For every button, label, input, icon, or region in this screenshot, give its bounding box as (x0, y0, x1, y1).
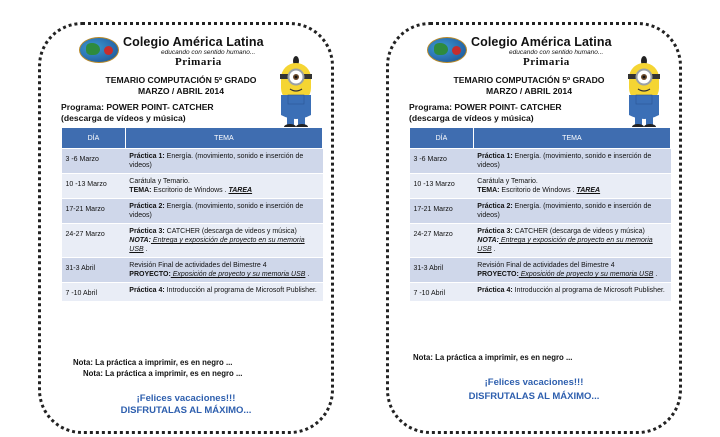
table-row (410, 283, 671, 302)
topic-text: Energía. (movimiento, sonido e inserción de videos) (477, 153, 652, 169)
table-row (410, 258, 671, 283)
globe-logo-icon (427, 37, 467, 63)
topic-text: Energía. (movimiento, sonido e inserción de videos) (477, 203, 652, 219)
column-header-day: DÍA (410, 128, 474, 149)
print-note-duplicate: Nota: La práctica a imprimir, es en negro ... (83, 369, 243, 378)
vacation-greeting: ¡Felices vacaciones!!! (136, 393, 236, 404)
topic-text: TEMA: (129, 187, 152, 194)
row-topic (473, 224, 670, 258)
table-row (62, 258, 323, 283)
program-name: Programa: POWER POINT- CATCHER (409, 102, 562, 112)
syllabus-period: MARZO / ABRIL 2014 (486, 86, 572, 96)
row-day: 31-3 Abril (62, 258, 126, 283)
row-day: 7 -10 Abril (62, 283, 126, 302)
column-header-topic: TEMA (473, 128, 670, 149)
topic-text: Práctica 1: (477, 153, 513, 160)
topic-text: CATCHER (descarga de videos y música) (164, 228, 297, 235)
row-day: 24-27 Marzo (62, 224, 126, 258)
syllabus-title: TEMARIO COMPUTACIÓN 5º GRADO (453, 75, 605, 85)
row-day: 17-21 Marzo (410, 199, 474, 224)
program-description: (descarga de vídeos y música) (409, 113, 534, 123)
topic-text: Energía. (movimiento, sonido e inserción de videos) (129, 153, 304, 169)
table-row (62, 224, 323, 258)
vacation-message: DISFRUTALAS AL MÁXIMO... (468, 391, 600, 402)
topic-text: NOTA: (477, 237, 499, 244)
print-note: Nota: La práctica a imprimir, es en negro ... (413, 353, 573, 362)
row-day: 31-3 Abril (410, 258, 474, 283)
topic-text: Práctica 3: (477, 228, 513, 235)
row-topic (125, 258, 322, 283)
topics-table (61, 127, 323, 302)
topic-text: PROYECTO: (477, 271, 519, 278)
topic-card-left (38, 22, 334, 434)
column-header-day: DÍA (62, 128, 126, 149)
school-name: Colegio América Latina (471, 35, 612, 49)
row-topic (473, 258, 670, 283)
program-name: Programa: POWER POINT- CATCHER (61, 102, 214, 112)
topic-text: Entrega y exposición de proyecto en su memoria USB (129, 237, 305, 253)
topic-text: Escritorio de Windows . (151, 187, 229, 194)
program-description: (descarga de vídeos y música) (61, 113, 186, 123)
table-row (410, 174, 671, 199)
topic-text: Entrega y exposición de proyecto en su memoria USB (477, 237, 653, 253)
row-topic (125, 283, 322, 302)
topic-text: Carátula y Temario. (477, 178, 538, 185)
topics-table-body (62, 149, 323, 302)
table-row (62, 199, 323, 224)
row-day: 3 -6 Marzo (62, 149, 126, 174)
table-row (62, 149, 323, 174)
school-section: Primaria (175, 56, 222, 68)
topic-text: PROYECTO: (129, 271, 171, 278)
topics-table-body (410, 149, 671, 302)
row-topic (473, 149, 670, 174)
topic-text: Práctica 2: (129, 203, 165, 210)
row-day: 17-21 Marzo (62, 199, 126, 224)
topic-text: . (653, 271, 658, 278)
print-note: Nota: La práctica a imprimir, es en negro ... (73, 358, 233, 367)
row-topic (125, 199, 322, 224)
table-row (62, 174, 323, 199)
table-row (410, 224, 671, 258)
topic-text: Revisión Final de actividades del Bimestre 4 (477, 262, 615, 269)
topic-text: Práctica 4: (129, 287, 165, 294)
vacation-message: DISFRUTALAS AL MÁXIMO... (120, 405, 252, 416)
topic-text: Práctica 4: (477, 287, 513, 294)
topics-table-header (62, 128, 323, 149)
row-day: 3 -6 Marzo (410, 149, 474, 174)
topic-text: Exposición de proyecto y su memoria USB (518, 271, 654, 278)
row-day: 24-27 Marzo (410, 224, 474, 258)
topic-text: Carátula y Temario. (129, 178, 190, 185)
row-topic (473, 174, 670, 199)
topic-text: . (305, 271, 310, 278)
topic-card-right (386, 22, 682, 434)
row-topic (125, 174, 322, 199)
topic-text: CATCHER (descarga de videos y música) (512, 228, 645, 235)
row-topic (473, 199, 670, 224)
table-row (410, 149, 671, 174)
topics-table (409, 127, 671, 302)
topic-text: TAREA (228, 187, 253, 194)
topic-text: Práctica 3: (129, 228, 165, 235)
school-motto: educando con sentido humano... (161, 49, 256, 56)
topic-text: Exposición de proyecto y su memoria USB (170, 271, 306, 278)
syllabus-period: MARZO / ABRIL 2014 (138, 86, 224, 96)
school-name: Colegio América Latina (123, 35, 264, 49)
row-topic (473, 283, 670, 302)
topic-text: Práctica 1: (129, 153, 165, 160)
topic-text: TAREA (576, 187, 601, 194)
row-day: 7 -10 Abril (410, 283, 474, 302)
school-section: Primaria (523, 56, 570, 68)
program-info (409, 102, 562, 124)
globe-logo-icon (79, 37, 119, 63)
topics-table-header (410, 128, 671, 149)
topic-text: Escritorio de Windows . (499, 187, 577, 194)
row-topic (125, 149, 322, 174)
row-day: 10 -13 Marzo (410, 174, 474, 199)
table-row (62, 283, 323, 302)
school-motto: educando con sentido humano... (509, 49, 604, 56)
topic-text: . (491, 246, 496, 253)
topic-text: NOTA: (129, 237, 151, 244)
topic-text: Energía. (movimiento, sonido e inserción de videos) (129, 203, 304, 219)
row-day: 10 -13 Marzo (62, 174, 126, 199)
table-row (410, 199, 671, 224)
topic-text: Introducción al programa de Microsoft Publisher. (164, 287, 317, 294)
topic-text: TEMA: (477, 187, 500, 194)
vacation-greeting: ¡Felices vacaciones!!! (484, 377, 584, 388)
program-info (61, 102, 214, 124)
topic-text: . (143, 246, 148, 253)
column-header-topic: TEMA (125, 128, 322, 149)
syllabus-title: TEMARIO COMPUTACIÓN 5º GRADO (105, 75, 257, 85)
topic-text: Revisión Final de actividades del Bimestre 4 (129, 262, 267, 269)
topic-text: Práctica 2: (477, 203, 513, 210)
row-topic (125, 224, 322, 258)
topic-text: Introducción al programa de Microsoft Publisher. (512, 287, 665, 294)
